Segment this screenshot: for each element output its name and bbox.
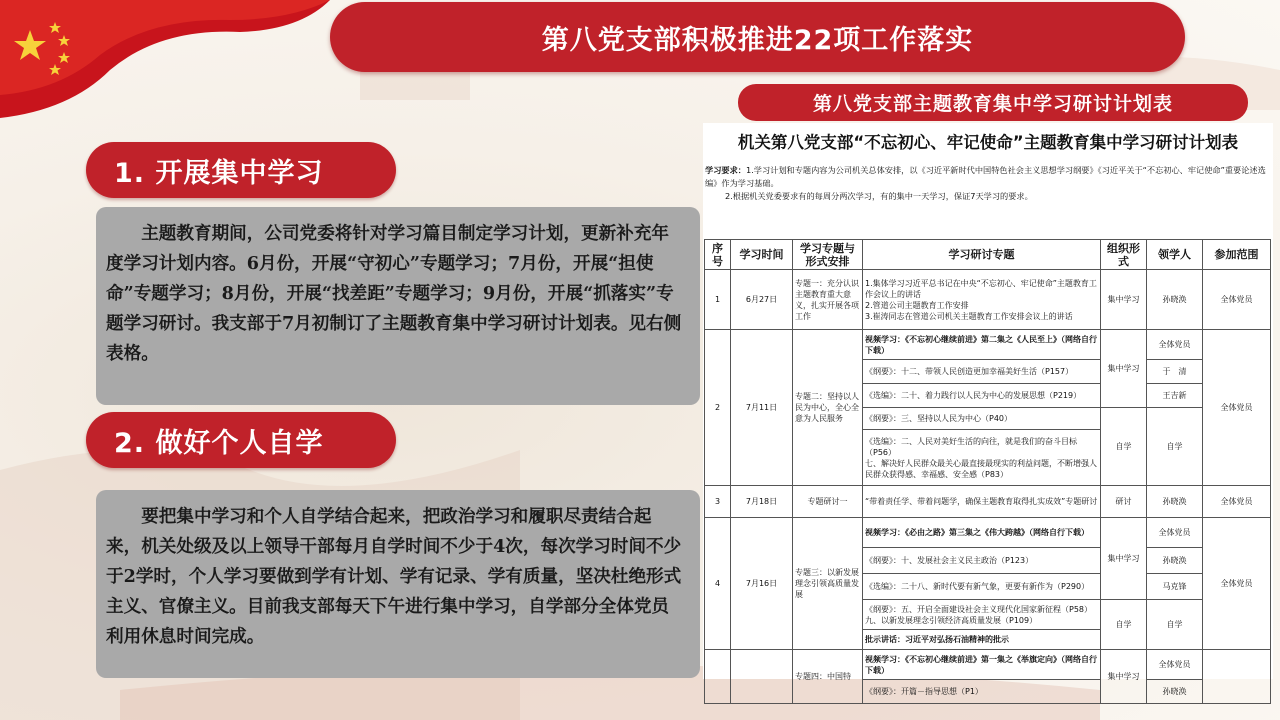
table-row (705, 650, 1271, 680)
self-study-body: 要把集中学习和个人自学结合起来，把政治学习和履职尽责结合起来，机关处级及以上领导干部每月自学时间不少于4次，每次学习时间不少于2学时，个人学习要做到学有计划、学有记录、学有质量，坚决杜绝形式主义、官僚主义。目前我支部每天下午进行集中学习，自学部分全体党员利用休息时间完成。 (106, 506, 682, 647)
cell-item: 视频学习：《不忘初心继续前进》第二集之《人民至上》（网络自行下载） (863, 330, 1101, 360)
cell-leader: 孙晓涣 (1147, 486, 1203, 518)
table-row (705, 518, 1271, 548)
cell-leader: 王吉新 (1147, 384, 1203, 408)
cell-item: 《纲要》：十、发展社会主义民主政治（P123） (863, 548, 1101, 574)
cell-scope (1203, 650, 1271, 704)
cell-form: 自学 (1101, 600, 1147, 650)
cell-date: 7月11日 (731, 330, 793, 486)
page-title: 第八党支部积极推进22项工作落实 (330, 2, 1185, 72)
cell-form: 研讨 (1101, 486, 1147, 518)
cell-form: 集中学习 (1101, 270, 1147, 330)
table-header-row (705, 240, 1271, 270)
cell-topic: 专题一：充分认识主题教育重大意义，扎实开展各项工作 (793, 270, 863, 330)
cell-form: 集中学习 (1101, 518, 1147, 600)
cell-topic: 专题研讨一 (793, 486, 863, 518)
cell-no (705, 650, 731, 704)
cell-scope: 全体党员 (1203, 270, 1271, 330)
cell-item: 《选编》：二十、着力践行以人民为中心的发展思想（P219） (863, 384, 1101, 408)
cell-date: 6月27日 (731, 270, 793, 330)
cell-item: 《选编》：二、人民对美好生活的向往，就是我们的奋斗目标（P56） 七、解决好人民群众最关心最直接最现实的利益问题，不断增强人民群众获得感、幸福感、安全感（P83） (863, 430, 1101, 486)
requirement-2: 2.根据机关党委要求有的每周分两次学习，有的集中一天学习，保证7天学习的要求。 (725, 191, 1033, 201)
header-cell: 序号 (705, 240, 731, 270)
cell-leader: 马克锋 (1147, 574, 1203, 600)
red-flag-decoration (0, 0, 340, 130)
cell-leader: 全体党员 (1147, 330, 1203, 360)
cell-leader: 孙晓涣 (1147, 680, 1203, 704)
self-study-text-box (96, 490, 700, 678)
section-heading-collective-study: 1. 开展集中学习 (86, 142, 396, 198)
table-row (705, 270, 1271, 330)
document-title: 机关第八党支部“不忘初心、牢记使命”主题教育集中学习研讨计划表 (737, 133, 1239, 152)
cell-form: 自学 (1101, 408, 1147, 486)
cell-item: 《纲要》：五、开启全面建设社会主义现代化国家新征程（P58） 九、以新发展理念引领经济高质量发展（P109） (863, 600, 1101, 630)
cell-item: 批示讲话：习近平对弘扬石油精神的批示 (863, 630, 1101, 650)
cell-leader: 自学 (1147, 408, 1203, 486)
study-plan-document (703, 123, 1273, 696)
header-cell: 领学人 (1147, 240, 1203, 270)
cell-no: 1 (705, 270, 731, 330)
header-cell: 学习时间 (731, 240, 793, 270)
requirements-label: 学习要求： (705, 165, 746, 175)
table-row (705, 486, 1271, 518)
cell-item: 视频学习：《不忘初心继续前进》第一集之《举旗定向》（网络自行下载） (863, 650, 1101, 680)
study-requirements (703, 155, 1273, 239)
cell-item: 《纲要》：十二、带领人民创造更加幸福美好生活（P157） (863, 360, 1101, 384)
cell-date (731, 650, 793, 704)
table-banner: 第八党支部主题教育集中学习研讨计划表 (738, 84, 1248, 121)
cell-form: 集中学习 (1101, 330, 1147, 408)
cell-scope: 全体党员 (1203, 330, 1271, 486)
collective-study-body: 主题教育期间，公司党委将针对学习篇目制定学习计划，更新补充年度学习计划内容。6月份，开展“守初心”专题学习；7月份，开展“担使命”专题学习；8月份，开展“找差距”专题学习；9月份，开展“抓落实”专题学习研讨。我支部于7月初制订了主题教育集中学习研讨计划表。见右侧表格。 (106, 223, 682, 364)
cell-date: 7月16日 (731, 518, 793, 650)
cell-scope: 全体党员 (1203, 486, 1271, 518)
table-row (705, 330, 1271, 360)
cell-leader: 孙晓涣 (1147, 548, 1203, 574)
cell-leader: 全体党员 (1147, 518, 1203, 548)
cell-no: 3 (705, 486, 731, 518)
cell-scope: 全体党员 (1203, 518, 1271, 650)
cell-item: 《选编》：二十八、新时代要有新气象，更要有新作为（P290） (863, 574, 1101, 600)
cell-items: 1.集体学习习近平总书记在中央“不忘初心、牢记使命”主题教育工作会议上的讲话 2.管道公司主题教育工作安排 3.崔涛同志在管道公司机关主题教育工作安排会议上的讲话 (863, 270, 1101, 330)
requirement-1: 1.学习计划和专题内容为公司机关总体安排，以《习近平新时代中国特色社会主义思想学习纲要》《习近平关于“不忘初心、牢记使命”重要论述选编》作为学习基础。 (705, 165, 1266, 188)
cell-topic: 专题四：中国特 (793, 650, 863, 704)
cell-item: 视频学习：《必由之路》第三集之《伟大跨越》（网络自行下载） (863, 518, 1101, 548)
cell-leader: 于 清 (1147, 360, 1203, 384)
header-cell: 学习专题与形式安排 (793, 240, 863, 270)
cell-items: “带着责任学、带着问题学，确保主题教育取得扎实成效”专题研讨 (863, 486, 1101, 518)
cell-leader: 全体党员 (1147, 650, 1203, 680)
cell-leader: 自学 (1147, 600, 1203, 650)
cell-topic: 专题三：以新发展理念引领高质量发展 (793, 518, 863, 650)
cell-item: 《纲要》：三、坚持以人民为中心（P40） (863, 408, 1101, 430)
cell-item: 《纲要》：开篇－指导思想（P1） (863, 680, 1101, 704)
header-cell: 参加范围 (1203, 240, 1271, 270)
section-heading-self-study: 2. 做好个人自学 (86, 412, 396, 468)
study-plan-table (704, 239, 1271, 704)
header-cell: 学习研讨专题 (863, 240, 1101, 270)
header-cell: 组织形式 (1101, 240, 1147, 270)
cell-no: 2 (705, 330, 731, 486)
cell-no: 4 (705, 518, 731, 650)
collective-study-text-box (96, 207, 700, 405)
cell-leader: 孙晓涣 (1147, 270, 1203, 330)
cell-date: 7月18日 (731, 486, 793, 518)
cell-topic: 专题二：坚持以人民为中心，全心全意为人民服务 (793, 330, 863, 486)
cell-form: 集中学习 (1101, 650, 1147, 704)
